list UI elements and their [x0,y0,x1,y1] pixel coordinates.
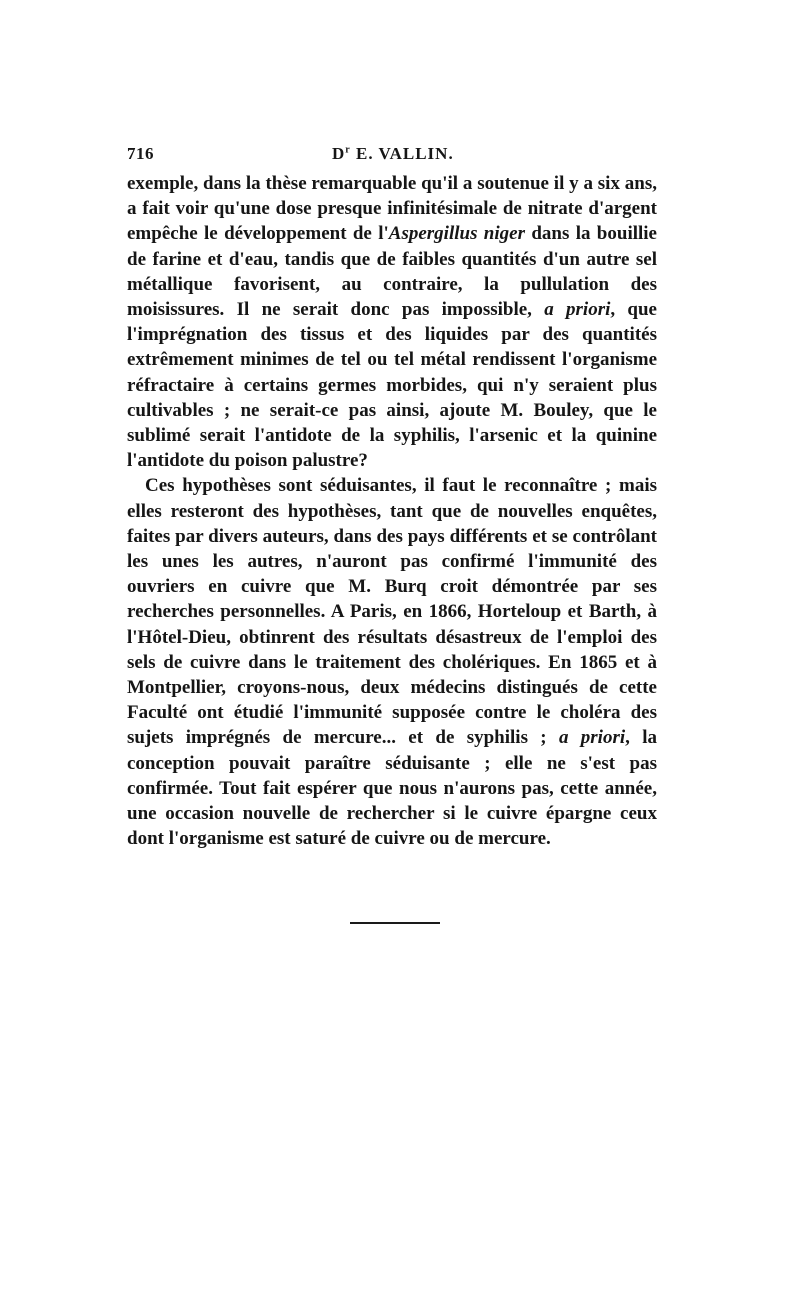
italic-run: a priori [558,727,626,749]
text-run: dans la bouillie de farine et d'eau, tandis que de faibles quantités d'un autre sel métallique favorisent, au contraire, la pullulation des moisissures. Il ne serait donc pas impossible, [127,223,657,321]
italic-run: Aspergillus niger [388,223,525,245]
text-run: Ces hypothèses sont séduisantes, il faut le reconnaître ; mais elles resteront des hypothèses, tant que de nouvelles enquêtes, faites par divers auteurs, dans des pays différents et se contrôlant les unes les autres, n'auront pas confirmé l'immunité des ouvriers en cuivre que M. Burq croit démontrée par ses recherches personnelles. A Paris, en 1866, Horteloup et Barth, à l'Hôtel-Dieu, obtinrent des résultats désastreux de l'emploi des sels de cuivre dans le traitement des cholériques. En 1865 et à Montpellier, croyons-nous, deux médecins distingués de cette Faculté ont étudié l'immunité supposée contre le choléra des sujets imprégnés de mercure... et de syphilis ; [127,475,657,749]
paragraph-1 [127,171,657,473]
page-number: 716 [127,144,154,163]
text-run: , que l'imprégnation des tissus et des liquides par des quantités extrêmement minimes de tel ou tel métal rendissent l'organisme réfractaire à certains germes morbides, qui n'y seraient plus cultivables ; ne serait-ce pas ainsi, ajoute M. Bouley, que le sublimé serait l'antidote de la syphilis, l'arsenic et la quinine l'antidote du poison palustre? [127,299,657,472]
body-text [127,171,657,851]
text-run: , la conception pouvait paraître séduisante ; elle ne s'est pas confirmée. Tout fait espérer que nous n'aurons pas, cette année, une occasion nouvelle de rechercher si le cuivre épargne ceux dont l'organisme est saturé de cuivre ou de mercure. [127,727,657,850]
running-head [332,144,454,164]
paragraph-2 [127,473,657,851]
running-head-prefix: D [332,144,346,163]
running-head-name: E. VALLIN. [350,144,454,163]
italic-run: a priori [544,299,611,321]
text-run: exemple, dans la thèse remarquable qu'il a soutenue il y a six ans, a fait voir qu'une dose presque infinitésimale de nitrate d'argent empêche le développement de l' [127,173,657,245]
section-divider [350,922,440,924]
running-head-sup: r [345,144,351,156]
page-header [127,144,657,168]
